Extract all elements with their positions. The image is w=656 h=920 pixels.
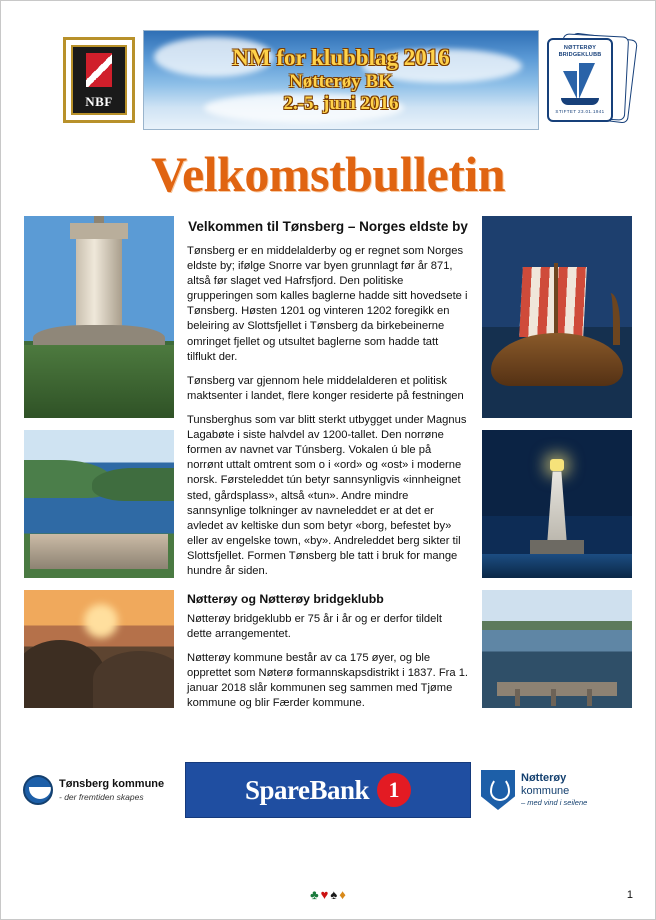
banner-title-line2: Nøtterøy BK <box>289 71 393 93</box>
banner-title-line3: 2.-5. juni 2016 <box>283 93 399 115</box>
event-banner <box>143 30 539 130</box>
banner-title-line1: NM for klubblag 2016 <box>232 44 450 70</box>
notteroy-shield-icon <box>481 770 515 810</box>
right-photo-column <box>481 215 633 745</box>
sparebank-badge: 1 <box>377 773 411 807</box>
nbf-logo-inner <box>71 45 127 115</box>
sponsor-strip <box>23 759 633 821</box>
tonsberg-fjord-aerial-photo <box>23 429 175 579</box>
notteroy-kommune-logo <box>481 770 633 810</box>
page-title: Velkomstbulletin <box>150 146 506 202</box>
document-footer <box>23 888 633 901</box>
tonsberg-seal-icon <box>23 775 53 805</box>
card-suits-icons <box>310 888 346 901</box>
sailboat-icon <box>559 63 601 107</box>
paragraph-history-3: Tunsberghus som var blitt sterkt utbygget under Magnus Lagabøte i siste halvdel av 1200-tallet. Den norrøne formen av navnet var Túnsberg. Vokalen ú ble på norrønt uttalt omtrent som o i «ord» og «ost» i moderne norsk. Førsteleddet tún betyr sannsynligvis «innheignet sted, gårdsplass», altså «tun». Andre mindre sannsynlige tolkninger av navneleddet er at det er avledet av keltiske dun som betyr «borg, befestet by» eller av engelske town, «by». Andreleddet berg sikter til Slottsfjellet. Formen Tønsberg ble tatt i bruk for mange hundre år siden. <box>187 413 467 578</box>
tonsberg-logo-text <box>59 778 164 801</box>
notteroy-bridgeklubb-logo <box>547 34 633 126</box>
heart-suit-icon: ♥ <box>320 887 329 902</box>
sparebank-name: SpareBank <box>244 774 370 805</box>
document-header <box>23 25 633 135</box>
paragraph-history-2: Tønsberg var gjennom hele middelalderen et politisk maktsenter i landet, flere konger residerte på festningen <box>187 374 464 402</box>
notteroy-logo-text <box>521 772 587 808</box>
page-number: 1 <box>626 888 633 901</box>
article-text-column <box>185 215 471 745</box>
tonsberg-kommune-name: Tønsberg kommune <box>59 778 165 791</box>
section-heading-club: Nøtterøy og Nøtterøy bridgeklubb <box>187 592 384 607</box>
notteroy-kommune-line2: kommune <box>521 784 570 797</box>
section-heading-welcome: Velkommen til Tønsberg – Norges eldste by <box>188 219 468 234</box>
club-logo-top-text: NØTTERØY BRIDGEKLUBB <box>558 45 602 58</box>
tonsberg-kommune-logo <box>23 775 175 805</box>
nbf-logo-label: NBF <box>85 94 113 109</box>
pier-coast-photo <box>481 589 633 709</box>
notteroy-kommune-slogan: – med vind i seilene <box>521 798 588 808</box>
left-photo-column <box>23 215 175 745</box>
sparebank1-logo <box>185 762 471 818</box>
viking-ship-photo <box>481 215 633 419</box>
notteroy-kommune-line1: Nøtterøy <box>521 772 567 785</box>
lighthouse-photo <box>481 429 633 579</box>
paragraph-history-1: Tønsberg er en middelalderby og er regnet som Norges eldste by; ifølge Snorre var byen grunnlagt før år 871, altså før slaget ved Hafrsfjord. Den politiske grupperingen som kalles baglerne hadde sitt hovedsete i Tønsberg. Høsten 1201 og vinteren 1202 foregikk en beleiring av Slottsfjellet i Tønsberg da birkebeinerne omringet fjellet og utsultet baglerne som hadde tatt tilflukt der. <box>187 244 468 363</box>
paragraph-club-2: Nøtterøy kommune består av ca 175 øyer, og ble opprettet som Nøterø formannskapsdistrikt i 1837. Fra 1. januar 2018 slår kommunen seg sammen med Tjøme kommune og blir Færder kommune. <box>187 651 469 710</box>
paragraph-club-1: Nøtterøy bridgeklubb er 75 år i år og er derfor tildelt dette arrangementet. <box>187 612 442 640</box>
club-logo-bottom-text: STIFTET 23.01.1941 <box>555 108 605 114</box>
slottsfjellstarnet-photo <box>23 215 175 419</box>
tonsberg-kommune-slogan: - der fremtiden skapes <box>59 791 144 802</box>
club-suit-icon: ♣ <box>310 887 319 902</box>
nbf-logo <box>63 37 135 123</box>
content-area <box>23 215 633 745</box>
coastal-rocks-sunset-photo <box>23 589 175 709</box>
spade-suit-icon: ♠ <box>330 887 338 902</box>
diamond-suit-icon: ♦ <box>339 887 346 902</box>
norwegian-flag-icon <box>86 53 112 87</box>
playing-card-front-icon <box>547 38 613 122</box>
